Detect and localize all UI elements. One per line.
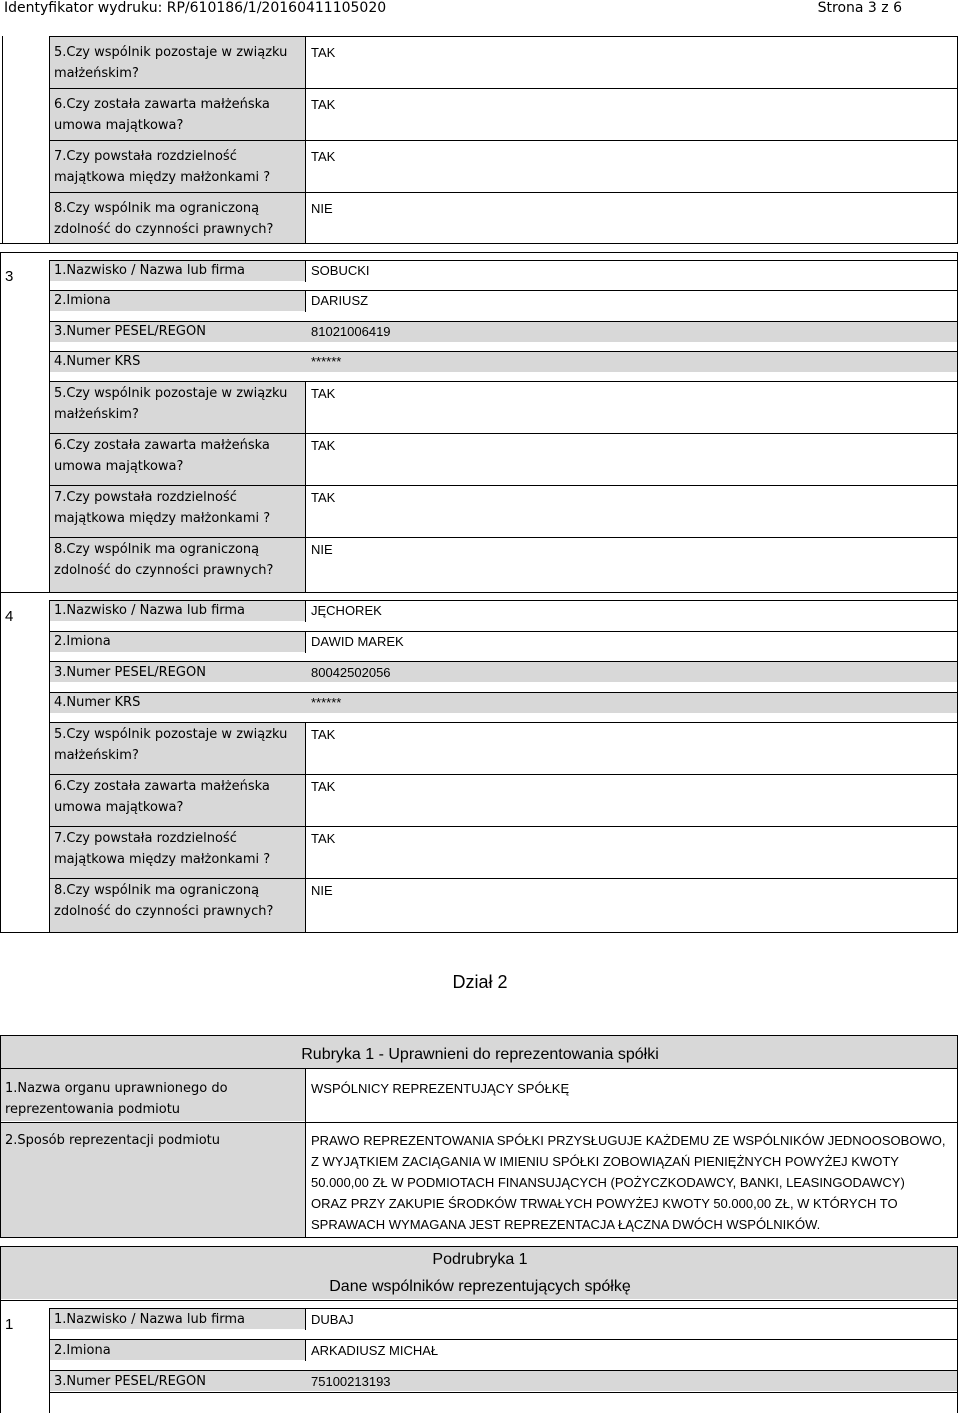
partner-index-3: 3 [5,268,14,285]
section-title: Dział 2 [452,972,508,992]
name-label: 1.Nazwisko / Nazwa lub firma [54,603,246,618]
pesel-value: 81021006419 [311,324,391,339]
sposob-value: PRAWO REPREZENTOWANIA SPÓŁKI PRZYSŁUGUJE KAŻDEMU ZE WSPÓLNIKÓW JEDNOOSOBOWO, Z WYJĄTKIEM ZACIĄGANIA W IMIENIU SPÓŁKI ZOBOWIĄZAŃ PIENIĘŻNYCH POWYŻEJ KWOTY 50.000,00 ZŁ W PODMIOTACH FINANSUJĄCYCH (POŻYCZKODAWCY, BANKI, LEASINGODAWCY) ORAZ PRZY ZAKUPIE ŚRODKÓW TRWAŁYCH POWYŻEJ KWOTY 50.000,00 ZŁ, W KTÓRYCH TO SPRAWACH WYMAGANA JEST REPREZENTACJA ŁĄCZNA DWÓCH WSPÓLNIKÓW. [311,1133,946,1232]
first-name-value: DARIUSZ [311,293,369,308]
name-value: SOBUCKI [311,263,370,278]
q7-label: 7.Czy powstała rozdzielność majątkowa między małżonkami ? [54,490,271,526]
first-name-label: 2.Imiona [54,293,111,308]
a8-value: NIE [311,201,333,216]
first-name-value: ARKADIUSZ MICHAŁ [311,1343,439,1358]
sposob-label: 2.Sposób reprezentacji podmiotu [5,1133,220,1148]
krs-value: ****** [311,354,342,369]
a7-value: TAK [311,490,336,505]
a6-value: TAK [311,779,336,794]
name-label: 1.Nazwisko / Nazwa lub firma [54,263,246,278]
q8-label: 8.Czy wspólnik ma ograniczoną zdolność do czynności prawnych? [54,883,274,919]
q6-label: 6.Czy została zawarta małżeńska umowa majątkowa? [54,97,270,133]
pesel-label: 3.Numer PESEL/REGON [54,1374,206,1389]
pesel-value: 80042502056 [311,665,391,680]
a8-value: NIE [311,883,333,898]
krs-label: 4.Numer KRS [54,695,141,710]
a5-value: TAK [311,727,336,742]
partner-index-1: 1 [5,1316,14,1333]
organ-value: WSPÓLNICY REPREZENTUJĄCY SPÓŁKĘ [311,1081,570,1096]
first-name-value: DAWID MAREK [311,634,404,649]
a6-value: TAK [311,97,336,112]
organ-label: 1.Nazwa organu uprawnionego do reprezentowania podmiotu [5,1081,228,1117]
a6-value: TAK [311,438,336,453]
a5-value: TAK [311,386,336,401]
name-value: JĘCHOREK [311,603,382,618]
first-name-label: 2.Imiona [54,634,111,649]
krs-label: 4.Numer KRS [54,354,141,369]
partner-index-4: 4 [5,608,14,625]
krs-value: ****** [311,695,342,710]
print-identifier: Identyfikator wydruku: RP/610186/1/20160411105020 [4,0,387,16]
rubryka-title: Rubryka 1 - Uprawnieni do reprezentowania spółki [301,1046,659,1063]
pesel-label: 3.Numer PESEL/REGON [54,665,206,680]
pesel-label: 3.Numer PESEL/REGON [54,324,206,339]
q7-label: 7.Czy powstała rozdzielność majątkowa między małżonkami ? [54,831,271,867]
name-value: DUBAJ [311,1312,354,1327]
a7-value: TAK [311,149,336,164]
q5-label: 5.Czy wspólnik pozostaje w związku małżeńskim? [54,386,288,422]
first-name-label: 2.Imiona [54,1343,111,1358]
a5-value: TAK [311,45,336,60]
podrubryka-subtitle: Dane wspólników reprezentujących spółkę [329,1278,631,1295]
pesel-value: 75100213193 [311,1374,391,1389]
q6-label: 6.Czy została zawarta małżeńska umowa majątkowa? [54,779,270,815]
q8-label: 8.Czy wspólnik ma ograniczoną zdolność do czynności prawnych? [54,201,274,237]
a8-value: NIE [311,542,333,557]
page-number: Strona 3 z 6 [817,0,902,16]
q6-label: 6.Czy została zawarta małżeńska umowa majątkowa? [54,438,270,474]
q7-label: 7.Czy powstała rozdzielność majątkowa między małżonkami ? [54,149,271,185]
a7-value: TAK [311,831,336,846]
q5-label: 5.Czy wspólnik pozostaje w związku małżeńskim? [54,727,288,763]
q5-label: 5.Czy wspólnik pozostaje w związku małżeńskim? [54,45,288,81]
q8-label: 8.Czy wspólnik ma ograniczoną zdolność do czynności prawnych? [54,542,274,578]
name-label: 1.Nazwisko / Nazwa lub firma [54,1312,246,1327]
podrubryka-title: Podrubryka 1 [432,1251,528,1268]
